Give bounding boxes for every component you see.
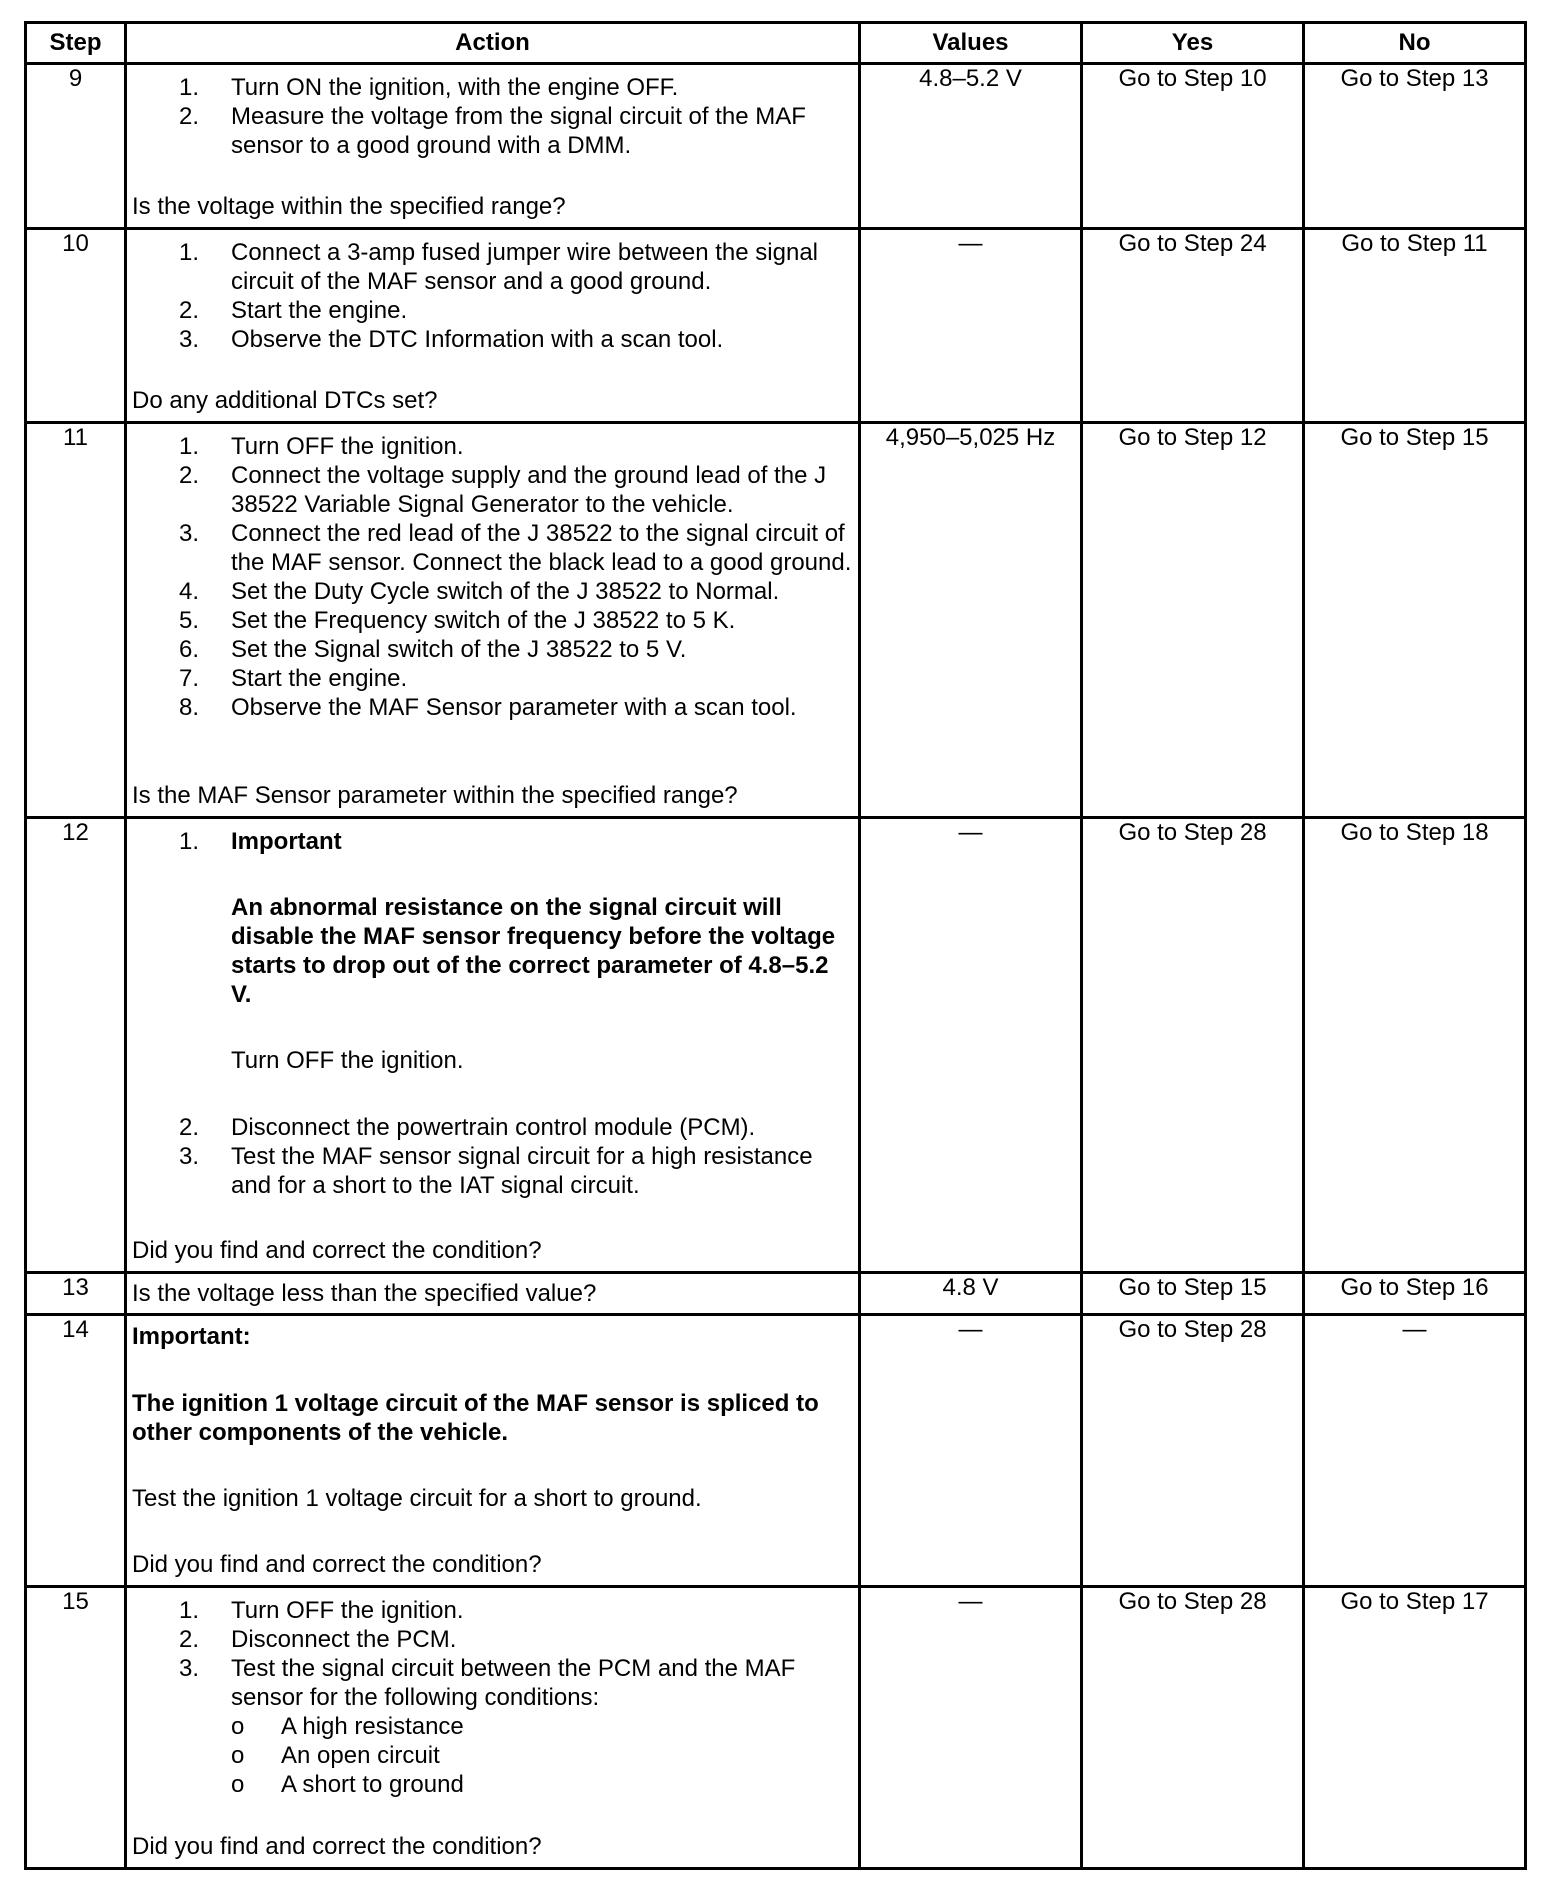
value-cell: — (860, 1587, 1082, 1869)
action-item: 3. Test the signal circuit between the PCM and the MAF sensor for the following conditions: o A high resistance o An open circuit o A short to ground (127, 1654, 854, 1799)
no-cell: Go to Step 15 (1304, 423, 1526, 818)
action-question: Is the voltage within the specified range? (132, 193, 566, 220)
action-cell (126, 818, 860, 1273)
header-step: Step (26, 23, 126, 64)
diagnostic-table (24, 21, 1527, 1870)
action-item: 2. Connect the voltage supply and the ground lead of the J 38522 Variable Signal Generator to the vehicle. (178, 462, 827, 518)
action-list (127, 1588, 858, 1799)
header-action: Action (126, 23, 860, 64)
condition-list (231, 1712, 854, 1799)
yes-cell: Go to Step 28 (1082, 818, 1304, 1273)
condition-item: o An open circuit (231, 1742, 440, 1769)
important-note: An abnormal resistance on the signal circuit will disable the MAF sensor frequency before the voltage starts to drop out of the correct parameter of 4.8–5.2 V. (231, 894, 836, 1008)
value-cell: — (860, 229, 1082, 423)
step-number: 12 (26, 818, 126, 1273)
action-cell (126, 1587, 860, 1869)
action-item: 3. Test the MAF sensor signal circuit for a high resistance and for a short to the IAT signal circuit. (178, 1143, 813, 1199)
header-row (26, 23, 1526, 64)
action-item-text: Turn OFF the ignition. (231, 1047, 464, 1074)
action-item: 2. Measure the voltage from the signal circuit of the MAF sensor to a good ground with a DMM. (178, 103, 806, 159)
action-item: 3. Connect the red lead of the J 38522 to the signal circuit of the MAF sensor. Connect the black lead to a good ground. (178, 520, 852, 576)
header-yes: Yes (1082, 23, 1304, 64)
yes-cell: Go to Step 12 (1082, 423, 1304, 818)
action-item: 1. Turn OFF the ignition. (178, 1597, 464, 1624)
action-cell (126, 64, 860, 229)
no-cell: Go to Step 13 (1304, 64, 1526, 229)
action-item: 4. Set the Duty Cycle switch of the J 38522 to Normal. (178, 578, 780, 605)
value-cell: 4.8–5.2 V (860, 64, 1082, 229)
bullet-glyph: o (231, 1771, 245, 1798)
action-question: Is the voltage less than the specified value? (132, 1280, 597, 1307)
no-cell: Go to Step 18 (1304, 818, 1526, 1273)
table-row (26, 1273, 1526, 1315)
important-note: The ignition 1 voltage circuit of the MAF sensor is spliced to other components of the vehicle. (132, 1390, 819, 1446)
step-number: 13 (26, 1273, 126, 1315)
important-label: Important: (132, 1323, 251, 1350)
no-cell: — (1304, 1315, 1526, 1587)
table-row (26, 1315, 1526, 1587)
condition-item: o A short to ground (231, 1771, 464, 1798)
no-cell: Go to Step 11 (1304, 229, 1526, 423)
action-list (127, 424, 858, 722)
action-item: 5. Set the Frequency switch of the J 38522 to 5 K. (178, 607, 736, 634)
action-cell (126, 229, 860, 423)
yes-cell: Go to Step 10 (1082, 64, 1304, 229)
action-item: 1. Turn ON the ignition, with the engine OFF. (178, 74, 679, 101)
action-question: Did you find and correct the condition? (132, 1833, 542, 1860)
bullet-glyph: o (231, 1742, 245, 1769)
step-number: 11 (26, 423, 126, 818)
action-cell (126, 1273, 860, 1315)
action-item: 1. Turn OFF the ignition. (178, 433, 464, 460)
value-cell: 4,950–5,025 Hz (860, 423, 1082, 818)
table-row (26, 229, 1526, 423)
no-cell: Go to Step 16 (1304, 1273, 1526, 1315)
table-row (26, 818, 1526, 1273)
yes-cell: Go to Step 24 (1082, 229, 1304, 423)
value-cell: — (860, 818, 1082, 1273)
action-question: Did you find and correct the condition? (132, 1551, 542, 1578)
value-cell: — (860, 1315, 1082, 1587)
action-cell (126, 1315, 860, 1587)
action-list (127, 65, 858, 160)
no-cell: Go to Step 17 (1304, 1587, 1526, 1869)
yes-cell: Go to Step 28 (1082, 1587, 1304, 1869)
action-item: 2. Start the engine. (178, 297, 408, 324)
action-list (127, 819, 858, 1200)
action-cell (126, 423, 860, 818)
action-item: 3. Observe the DTC Information with a scan tool. (178, 326, 724, 353)
step-number: 9 (26, 64, 126, 229)
condition-item: o A high resistance (231, 1713, 464, 1740)
yes-cell: Go to Step 15 (1082, 1273, 1304, 1315)
action-item: 1. Important An abnormal resistance on the signal circuit will disable the MAF sensor frequency before the voltage starts to drop out of the correct parameter of 4.8–5.2 V. Turn OFF the ignition. (127, 827, 854, 1113)
action-item: 1. Connect a 3-amp fused jumper wire between the signal circuit of the MAF sensor and a good ground. (178, 239, 818, 295)
value-cell: 4.8 V (860, 1273, 1082, 1315)
action-item: 8. Observe the MAF Sensor parameter with a scan tool. (178, 694, 797, 721)
table-row (26, 64, 1526, 229)
header-values: Values (860, 23, 1082, 64)
yes-cell: Go to Step 28 (1082, 1315, 1304, 1587)
bullet-glyph: o (231, 1713, 245, 1740)
important-label: Important (231, 828, 342, 855)
action-question: Do any additional DTCs set? (132, 387, 438, 414)
action-instruction: Test the ignition 1 voltage circuit for a short to ground. (132, 1485, 702, 1512)
action-question: Is the MAF Sensor parameter within the specified range? (132, 782, 738, 809)
action-item: 7. Start the engine. (178, 665, 408, 692)
step-number: 10 (26, 229, 126, 423)
table-row (26, 1587, 1526, 1869)
step-number: 15 (26, 1587, 126, 1869)
action-list (127, 230, 858, 354)
action-item: 2. Disconnect the PCM. (178, 1626, 457, 1653)
table-row (26, 423, 1526, 818)
step-number: 14 (26, 1315, 126, 1587)
action-item: 2. Disconnect the powertrain control module (PCM). (178, 1114, 756, 1141)
action-item: 6. Set the Signal switch of the J 38522 to 5 V. (178, 636, 687, 663)
action-question: Did you find and correct the condition? (132, 1237, 542, 1264)
header-no: No (1304, 23, 1526, 64)
